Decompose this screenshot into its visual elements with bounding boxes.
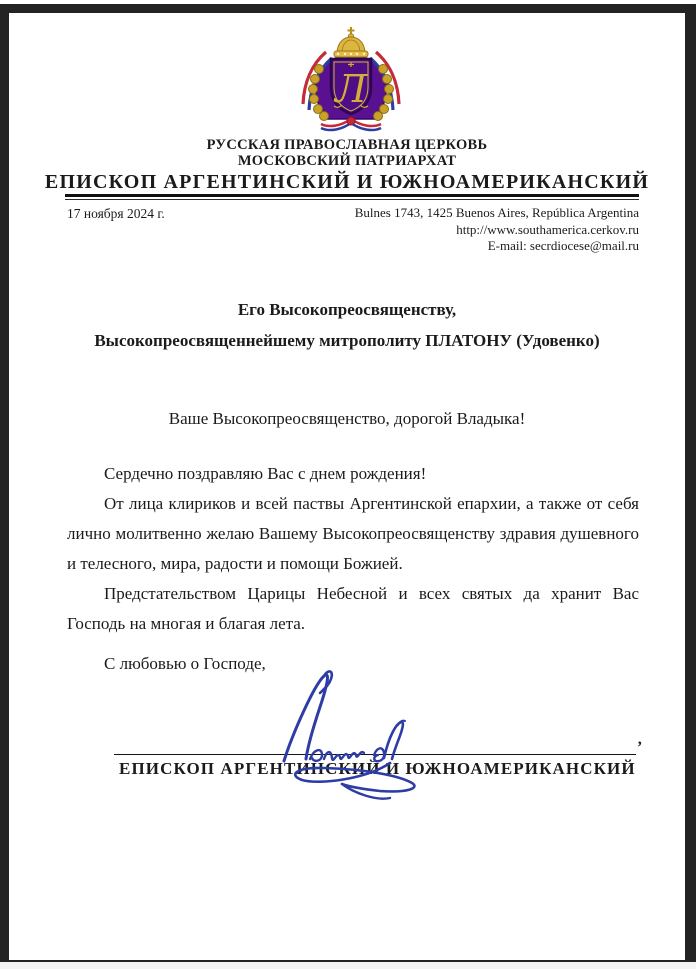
top-strip (0, 0, 696, 4)
monogram-icon (333, 62, 368, 111)
letter-page (9, 13, 685, 960)
handwritten-signature (262, 663, 462, 808)
address-line-2: http://www.southamerica.cerkov.ru (456, 221, 639, 237)
letterhead-title: ЕПИСКОП АРГЕНТИНСКИЙ И ЮЖНОАМЕРИКАНСКИЙ (44, 171, 650, 193)
org-line-2: МОСКОВСКИЙ ПАТРИАРХАТ (237, 153, 457, 169)
letterhead-rule-thin (65, 199, 639, 200)
address-line-3: E-mail: secrdiocese@mail.ru (487, 238, 639, 253)
letterhead (9, 137, 685, 193)
svg-text:Л: Л (335, 67, 367, 111)
letter-body (67, 459, 639, 639)
coat-of-arms-icon (295, 25, 407, 139)
addressee-line-2: Высокопреосвященнейшему митрополиту ПЛАТОНУ (Удовенко) (94, 331, 600, 350)
letterhead-rule-thick (65, 194, 639, 197)
body-paragraph-2: От лица клириков и всей паствы Аргентинской епархии, а также от себя лично молитвенно желаю Вашему Высокопреосвященству здравия душевного и телесного, мира, радости и помощи Божией. (67, 494, 639, 573)
sender-address (355, 205, 639, 255)
body-paragraph-1: Сердечно поздравляю Вас с днем рождения! (104, 464, 427, 483)
meta-row (67, 205, 639, 255)
letter-date: 17 ноября 2024 г. (67, 206, 165, 221)
crown-icon (334, 27, 368, 57)
salutation: Ваше Высокопреосвященство, дорогой Владыка! (168, 409, 526, 428)
signature-title: ЕПИСКОП АРГЕНТИНСКИЙ И ЮЖНОАМЕРИКАНСКИЙ (119, 759, 636, 778)
bottom-strip (0, 962, 696, 969)
addressee-line-1: Его Высокопреосвященству, (237, 300, 457, 319)
body-paragraph-3: Предстательством Царицы Небесной и всех святых да хранит Вас Господь на многая и благая лета. (67, 584, 639, 633)
org-line-1: РУССКАЯ ПРАВОСЛАВНАЯ ЦЕРКОВЬ (206, 137, 488, 153)
closing-line: С любовью о Господе, (104, 654, 266, 673)
address-line-1: Bulnes 1743, 1425 Buenos Aires, República Argentina (354, 205, 639, 220)
addressee-block (9, 294, 685, 356)
signature-comma-mark: ’ (637, 739, 643, 756)
